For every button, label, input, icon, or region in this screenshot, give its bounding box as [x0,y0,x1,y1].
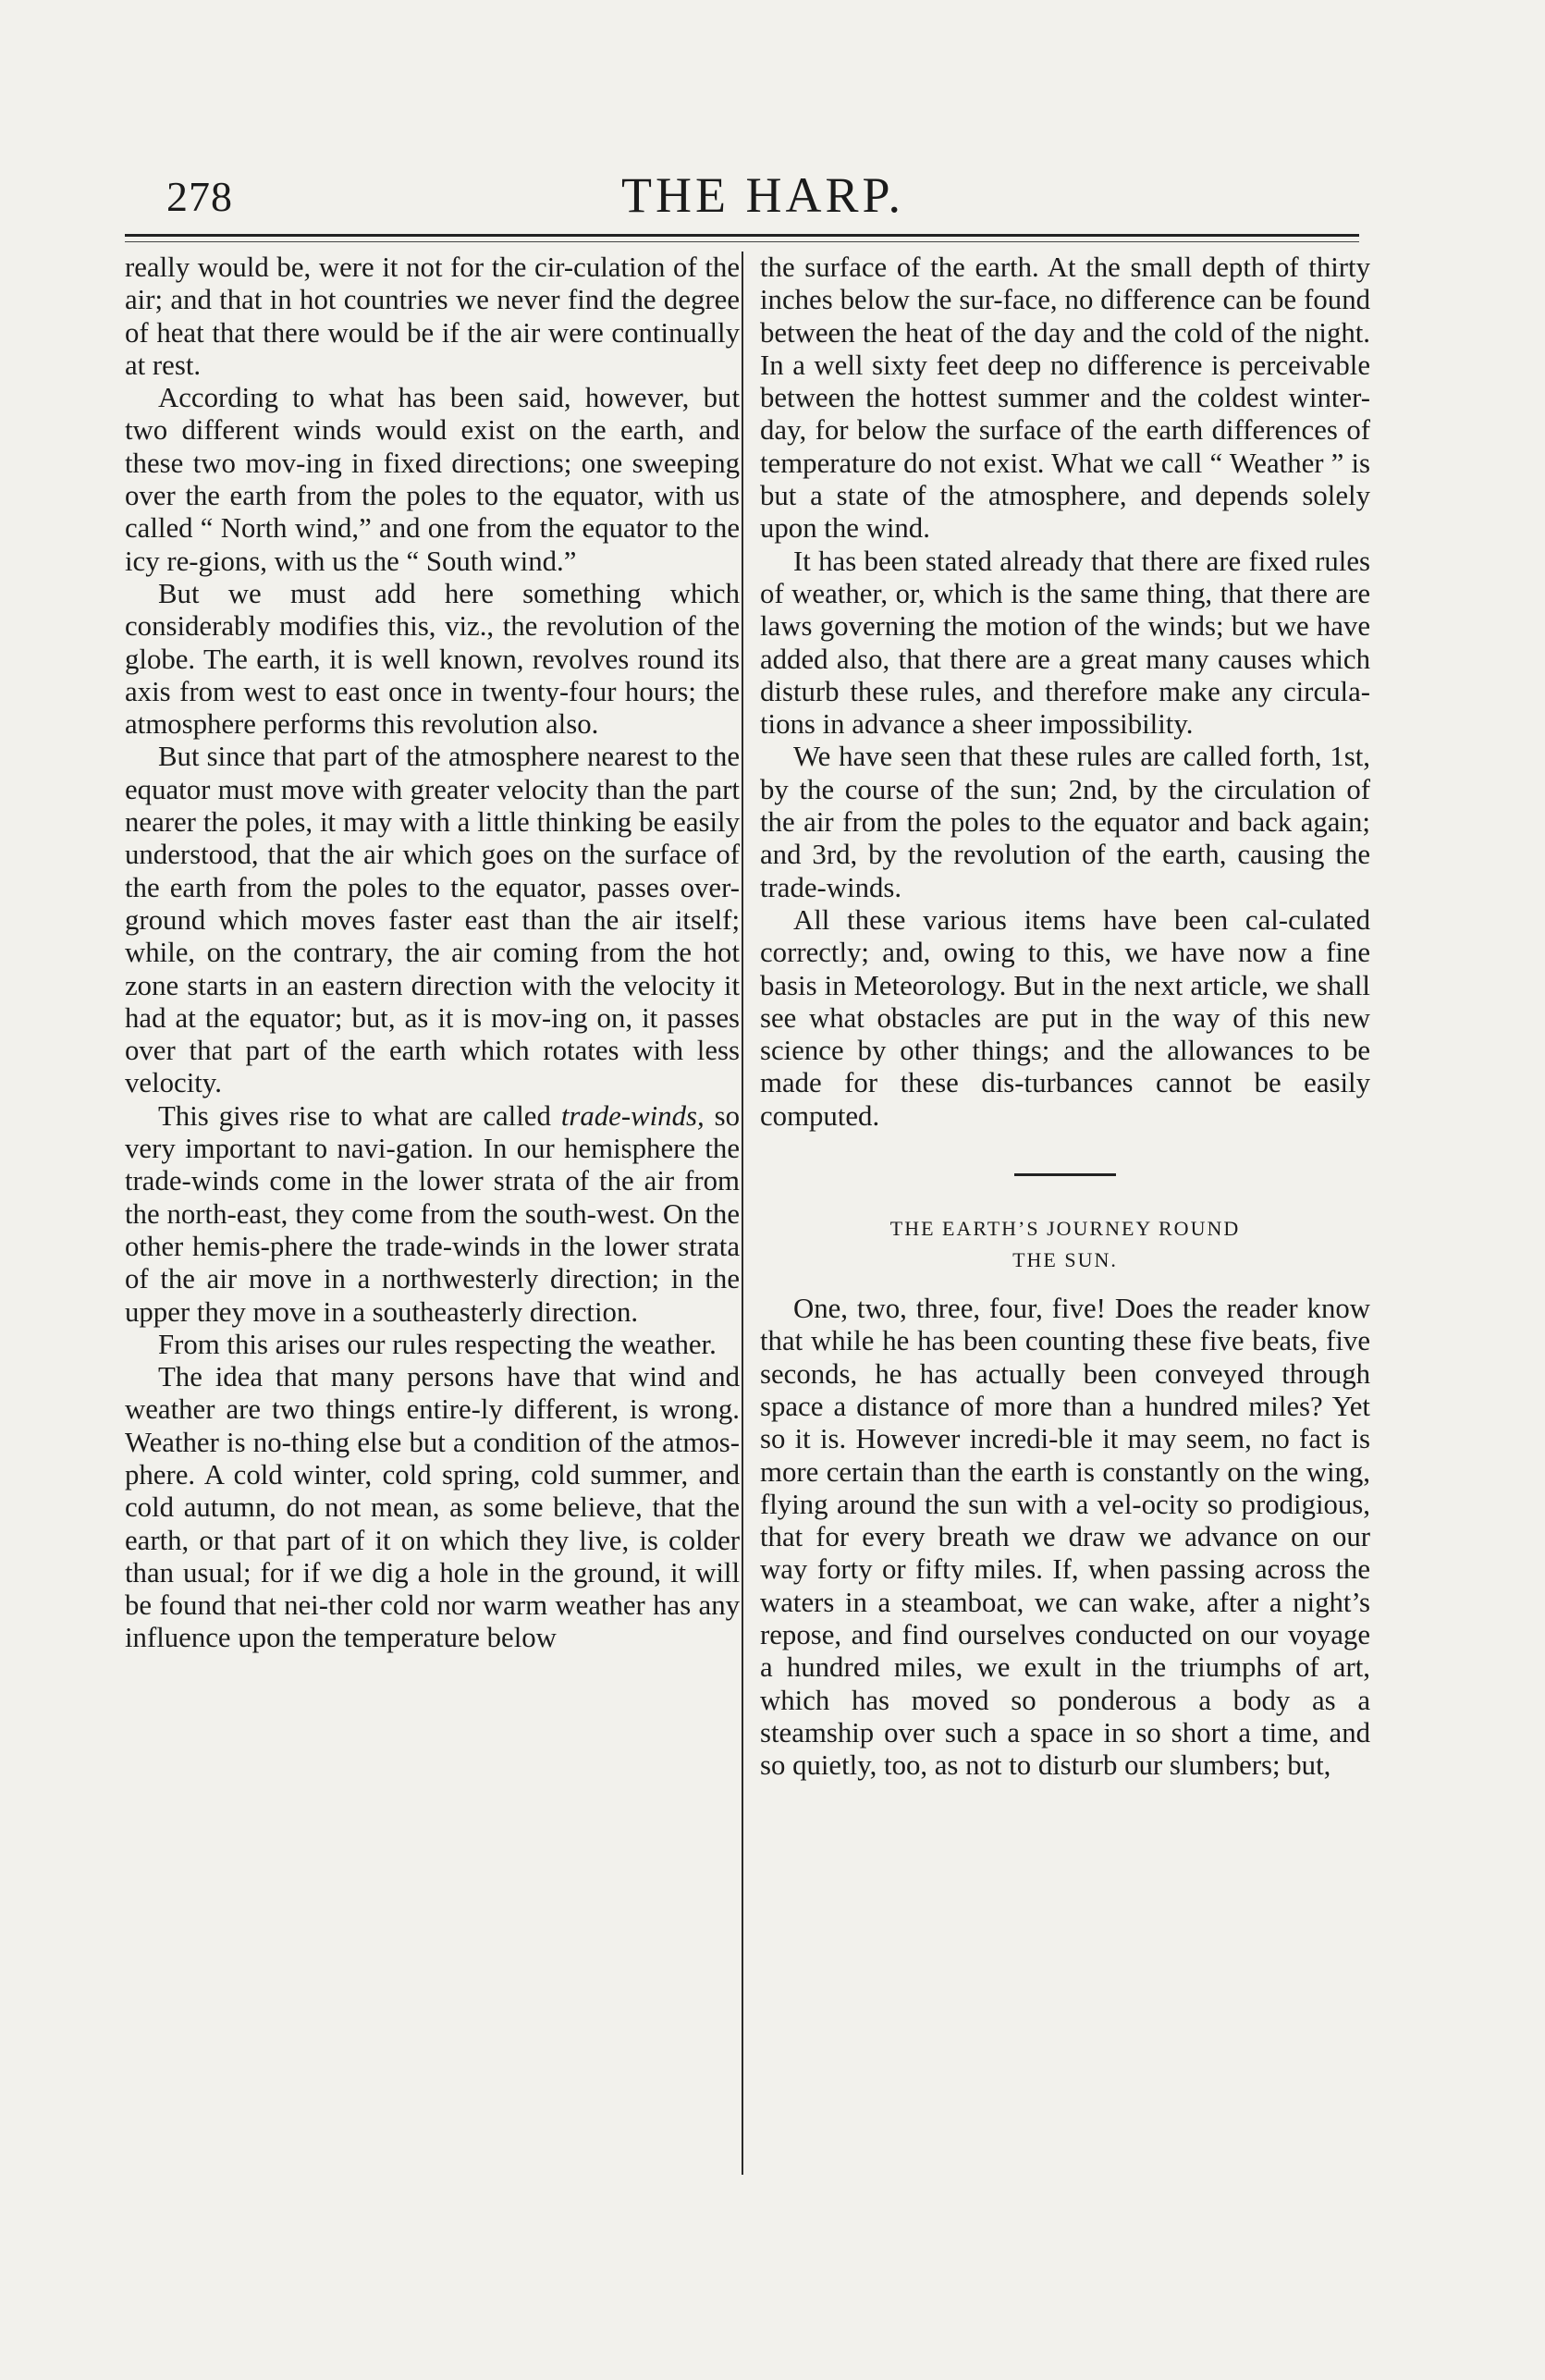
left-paragraph-2: According to what has been said, however, but two different winds would exist on the earth, and these two mov-ing in fixed directions; one sweeping over the earth from the poles to the equator, with us called “ North wind,” and one from the equator to the icy re-gions, with us the “ South wind.” [125,382,740,577]
right-column [760,251,1370,1782]
section-title-line-2: THE SUN. [1012,1248,1118,1272]
header-rule [125,234,1359,237]
right-paragraph-4: All these various items have been cal-culated correctly; and, owing to this, we have now a fine basis in Meteorology. But in the next article, we shall see what obstacles are put in the way of this new science by other things; and the allowances to be made for these dis-turbances cannot be easily computed. [760,903,1370,1132]
left-paragraph-7: The idea that many persons have that wind and weather are two things entire-ly different, is wrong. Weather is no-thing else but a condition of the atmos-phere. A cold winter, cold spring, cold summer, and cold autumn, do not mean, as some believe, that the earth, or that part of it on which they live, is colder than usual; for if we dig a hole in the ground, it will be found that nei-ther cold nor warm weather has any influence upon the temperature below [125,1361,740,1654]
page-header [166,166,1359,231]
left-paragraph-5-start: This gives rise to what are called [158,1099,561,1132]
left-paragraph-5 [125,1100,740,1329]
left-column [125,251,740,1655]
left-paragraph-3: But we must add here something which considerably modifies this, viz., the revolution of the globe. The earth, it is well known, revolves round its axis from west to east once in twenty-four hours; the atmosphere performs this revolution also. [125,577,740,741]
left-paragraph-5-end: so very important to navi-gation. In our hemisphere the trade-winds come in the lower strata of the air from the north-east, they come from the south-west. On the other hemis-phere the trade-winds in the lower strata of the air move in a northwesterly direction; in the upper they move in a southeasterly direction. [125,1099,740,1328]
section-title-line-1: THE EARTH’S JOURNEY ROUND [889,1217,1241,1241]
left-paragraph-6: From this arises our rules respecting the weather. [158,1328,717,1360]
left-paragraph-4: But since that part of the atmosphere nearest to the equator must move with greater velocity than the part nearer the poles, it may with a little thinking be easily understood, that the air which goes on the surface of the earth from the poles to the equator, passes over-ground which moves faster east than the air itself; while, on the contrary, the air coming from the hot zone starts in an eastern direction with the velocity it had at the equator; but, as it is mov-ing on, it passes over that part of the earth which rotates with less velocity. [125,741,740,1099]
trade-winds-term: trade-winds, [560,1099,705,1132]
right-paragraph-1: the surface of the earth. At the small depth of thirty inches below the sur-face, no difference can be found between the heat of the day and the cold of the night. In a well sixty feet deep no difference is perceivable between the hottest summer and the coldest winter-day, for below the surface of the earth differences of temperature do not exist. What we call “ Weather ” is but a state of the atmosphere, and depends solely upon the wind. [760,251,1370,545]
section-divider-rule [1014,1173,1116,1176]
right-paragraph-3: We have seen that these rules are called forth, 1st, by the course of the sun; 2nd, by the circulation of the air from the poles to the equator and back again; and 3rd, by the revolution of the earth, causing the trade-winds. [760,741,1370,903]
left-paragraph-1: really would be, were it not for the cir-culation of the air; and that in hot countries we never find the degree of heat that there would be if the air were continually at rest. [125,251,740,381]
page-number: 278 [166,173,233,220]
section-title [760,1213,1370,1276]
header-rule-thin [125,241,1359,242]
right-paragraph-2: It has been stated already that there are fixed rules of weather, or, which is the same thing, that there are laws governing the motion of the winds; but we have added also, that there are a great many causes which disturb these rules, and therefore make any circula-tions in advance a sheer impossibility. [760,545,1370,741]
column-divider [742,251,743,2175]
right-paragraph-5: One, two, three, four, five! Does the reader know that while he has been counting these five beats, five seconds, he has actually been conveyed through space a distance of more than a hundred miles? Yet so it is. However incredi-ble it may seem, no fact is more certain than the earth is constantly on the wing, flying around the sun with a vel-ocity so prodigious, that for every breath we draw we advance on our way forty or fifty miles. If, when passing across the waters in a steamboat, we can wake, after a night’s repose, and find ourselves conducted on our voyage a hundred miles, we exult in the triumphs of art, which has moved so ponderous a body as a steamship over such a space in so short a time, and so quietly, too, as not to disturb our slumbers; but, [760,1293,1370,1782]
running-title: THE HARP. [620,167,905,223]
